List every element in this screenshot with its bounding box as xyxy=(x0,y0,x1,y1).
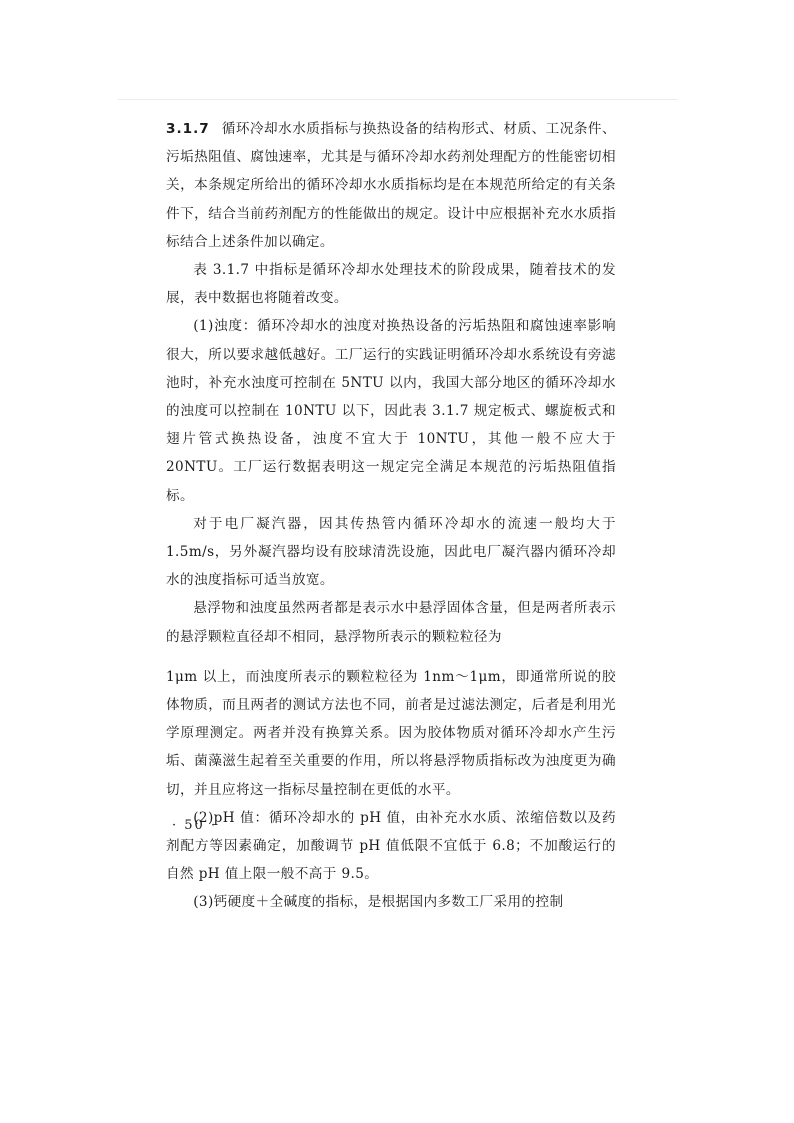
paragraph-calcium-hardness: (3)钙硬度＋全碱度的指标，是根据国内多数工厂采用的控制 xyxy=(193,894,564,911)
document-body xyxy=(166,115,616,917)
scan-edge-line xyxy=(118,99,678,100)
section-intro-text: 循环冷却水水质指标与换热设备的结构形式、材质、工况条件、污垢热阻值、腐蚀速率，尤其是与循环冷却水药剂处理配方的性能密切相关，本条规定所给出的循环冷却水水质指标均是在本规范所给定的有关条件下，结合当前药剂配方的性能做出的规定。设计中应根据补充水水质指标结合上述条件加以确定。 xyxy=(166,121,616,250)
paragraph-condenser: 对于电厂凝汽器，因其传热管内循环冷却水的流速一般均大于 1.5m/s，另外凝汽器均设有胶球清洗设施，因此电厂凝汽器内循环冷却水的浊度指标可适当放宽。 xyxy=(166,515,616,589)
section-number: 3.1.7 xyxy=(166,121,210,137)
paragraph-turbidity: (1)浊度：循环冷却水的浊度对换热设备的污垢热阻和腐蚀速率影响很大，所以要求越低越好。工厂运行的实践证明循环冷却水系统设有旁滤池时，补充水浊度可控制在 5NTU 以内，我国大部分地区的循环冷却水的浊度可以控制在 10NTU 以下，因此表 3.1.7 规定板式、螺旋板式和翅片管式换热设备，浊度不宜大于 10NTU，其他一般不应大于 20NTU。工厂运行数据表明这一规定完全满足本规范的污垢热阻值指标。 xyxy=(166,318,616,504)
page-number: · 50 · xyxy=(172,818,218,833)
paragraph-table-note: 表 3.1.7 中指标是循环冷却水处理技术的阶段成果，随着技术的发展，表中数据也将随着改变。 xyxy=(166,262,616,307)
paragraph-ph-value: (2)pH 值：循环冷却水的 pH 值，由补充水水质、浓缩倍数以及药剂配方等因素确定，加酸调节 pH 值低限不宜低于 6.8；不加酸运行的自然 pH 值上限一般不高于 9.5。 xyxy=(166,809,616,883)
section-paragraph xyxy=(166,115,616,256)
paragraph-suspended-solids: 悬浮物和浊度虽然两者都是表示水中悬浮固体含量，但是两者所表示的悬浮颗粒直径却不相同，悬浮物所表示的颗粒粒径为 xyxy=(166,600,616,645)
paragraph-particle-size: 1μm 以上，而浊度所表示的颗粒粒径为 1nm～1μm，即通常所说的胶体物质，而且两者的测试方法也不同，前者是过滤法测定，后者是利用光学原理测定。两者并没有换算关系。因为胶体物质对循环冷却水产生污垢、菌藻滋生起着至关重要的作用，所以将悬浮物质指标改为浊度更为确切，并且应将这一指标尽量控制在更低的水平。 xyxy=(166,668,616,798)
